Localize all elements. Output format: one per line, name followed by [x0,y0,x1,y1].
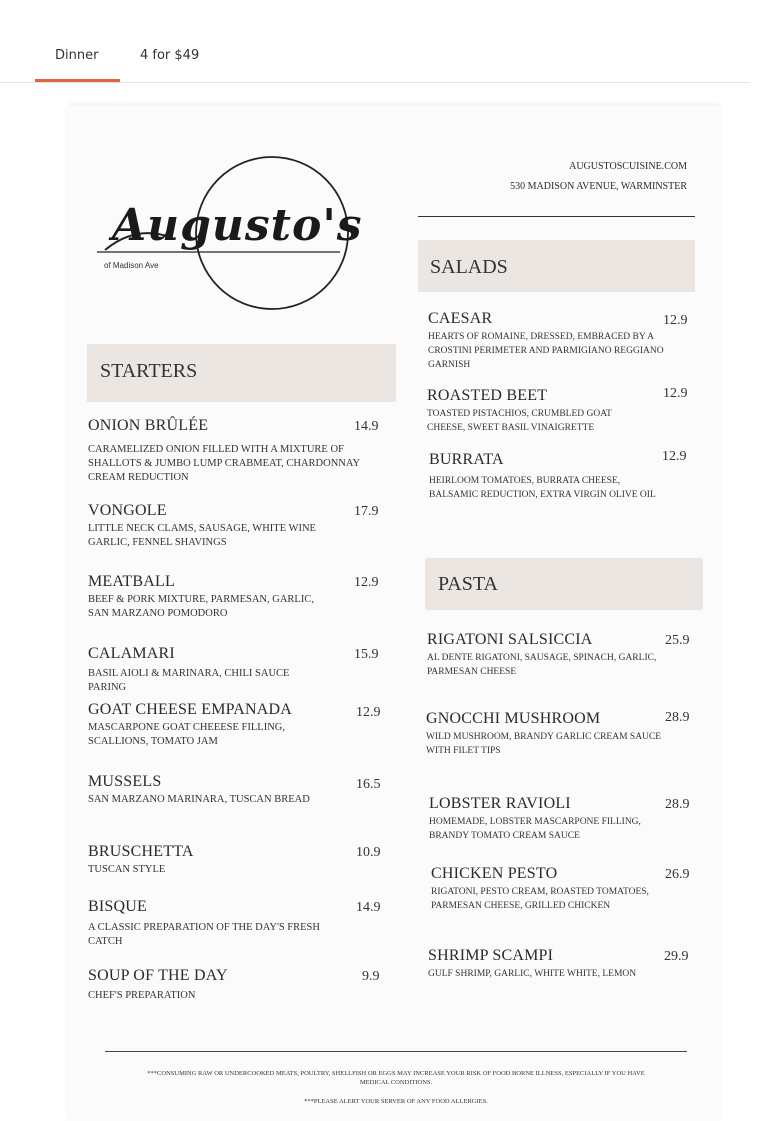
item-name: CALAMARI [88,645,175,662]
menu-item-roasted-beet [427,387,652,435]
item-name: ROASTED BEET [427,387,548,404]
menu-item-vongole [88,502,328,550]
item-description: CARAMELIZED ONION FILLED WITH A MIXTURE OF SHALLOTS & JUMBO LUMP CRABMEAT, CHARDONNAY CREAM REDUCTION [88,444,360,483]
item-price: 12.9 [356,705,381,720]
item-name: RIGATONI SALSICCIA [427,631,593,648]
item-name: MEATBALL [88,573,175,590]
salads-title: SALADS [430,256,508,278]
active-tab-indicator [35,79,120,82]
menu-item-calamari [88,645,323,695]
item-description: HOMEMADE, LOBSTER MASCARPONE FILLING, BRANDY TOMATO CREAM SAUCE [429,817,641,841]
item-description: LITTLE NECK CLAMS, SAUSAGE, WHITE WINE GARLIC, FENNEL SHAVINGS [88,523,316,548]
tab-4-for-49[interactable]: 4 for $49 [140,48,200,63]
starters-title: STARTERS [100,360,198,382]
item-description: CHEF'S PREPARATION [88,990,196,1001]
footer-divider [105,1051,687,1052]
menu-item-meatball [88,573,318,621]
logo-wordmark: Augusto's [112,200,363,251]
item-name: BURRATA [429,451,504,468]
item-name: SHRIMP SCAMPI [428,947,554,964]
item-description: BASIL AIOLI & MARINARA, CHILI SAUCE PARING [88,668,290,693]
item-description: SAN MARZANO MARINARA, TUSCAN BREAD [88,794,310,805]
item-description: GULF SHRIMP, GARLIC, WHITE WHITE, LEMON [428,969,637,979]
item-name: GNOCCHI MUSHROOM [426,710,601,727]
allergy-notice: ***PLEASE ALERT YOUR SERVER OF ANY FOOD ALLERGIES. [304,1098,488,1105]
item-price: 28.9 [665,710,690,725]
menu-item-lobster-ravioli [429,795,654,843]
item-name: BISQUE [88,898,147,915]
item-price: 12.9 [663,386,688,401]
item-description: RIGATONI, PESTO CREAM, ROASTED TOMATOES, PARMESAN CHEESE, GRILLED CHICKEN [431,887,649,911]
item-name: CHICKEN PESTO [431,865,558,882]
item-price: 9.9 [362,969,380,984]
item-name: ONION BRÛLÉE [88,417,209,434]
item-price: 14.9 [356,900,381,915]
menu-item-burrata [429,451,669,502]
pasta-title: PASTA [438,573,498,595]
menu-item-onion-brulee [88,417,373,485]
item-name: LOBSTER RAVIOLI [429,795,571,812]
header-divider [418,216,695,217]
item-description: HEIRLOOM TOMATOES, BURRATA CHEESE, BALSAMIC REDUCTION, EXTRA VIRGIN OLIVE OIL [429,476,656,500]
item-description: TUSCAN STYLE [88,864,166,875]
item-price: 12.9 [354,575,379,590]
item-price: 10.9 [356,845,381,860]
item-description: WILD MUSHROOM, BRANDY GARLIC CREAM SAUCE WITH FILET TIPS [426,732,662,756]
item-name: SOUP OF THE DAY [88,967,228,984]
item-description: HEARTS OF ROMAINE, DRESSED, EMBRACED BY A CROSTINI PERIMETER AND PARMIGIANO REGGIANO GARNISH [428,332,664,370]
item-name: BRUSCHETTA [88,843,194,860]
address-text: 530 MADISON AVENUE, WARMINSTER [510,181,687,192]
menu-item-caesar [428,310,668,372]
item-price: 17.9 [354,504,379,519]
item-price: 29.9 [664,949,689,964]
logo-subtitle: of Madison Ave [104,261,159,270]
item-price: 28.9 [665,797,690,812]
item-name: MUSSELS [88,773,162,790]
item-price: 15.9 [354,647,379,662]
item-price: 12.9 [663,313,688,328]
menu-item-chicken-pesto [431,865,656,913]
menu-item-goat-cheese-empanada [88,701,328,749]
item-description: TOASTED PISTACHIOS, CRUMBLED GOAT CHEESE, SWEET BASIL VINAIGRETTE [427,409,612,433]
tab-dinner[interactable]: Dinner [55,48,99,63]
item-price: 25.9 [665,633,690,648]
item-price: 26.9 [665,867,690,882]
menu-item-gnocchi-mushroom [426,710,666,758]
item-description: A CLASSIC PREPARATION OF THE DAY'S FRESH CATCH [88,922,320,947]
food-safety-disclaimer: ***CONSUMING RAW OR UNDERCOOKED MEATS, POULTRY, SHELLFISH OR EGGS MAY INCREASE YOUR RISK OF FOOD BORNE ILLNESS, ESPECIALLY IF YOU HAVE MEDICAL CONDITIONS. [147,1070,645,1086]
item-price: 16.5 [356,777,381,792]
item-description: AL DENTE RIGATONI, SAUSAGE, SPINACH, GARLIC, PARMESAN CHEESE [427,653,657,677]
website-text: AUGUSTOSCUISINE.COM [569,161,687,172]
menu-item-bruschetta [88,843,313,877]
menu-item-mussels [88,773,313,807]
menu-tabs [0,0,750,83]
item-price: 14.9 [354,419,379,434]
item-price: 12.9 [662,449,687,464]
item-name: VONGOLE [88,502,167,519]
menu-item-rigatoni-salsiccia [427,631,657,679]
item-description: BEEF & PORK MIXTURE, PARMESAN, GARLIC, SAN MARZANO POMODORO [88,594,314,619]
item-name: GOAT CHEESE EMPANADA [88,701,293,718]
menu-item-bisque [88,898,328,949]
menu-item-shrimp-scampi [428,947,653,981]
item-description: MASCARPONE GOAT CHEEESE FILLING, SCALLIONS, TOMATO JAM [88,722,285,747]
menu-item-soup-of-the-day [88,967,328,1003]
item-name: CAESAR [428,310,493,327]
